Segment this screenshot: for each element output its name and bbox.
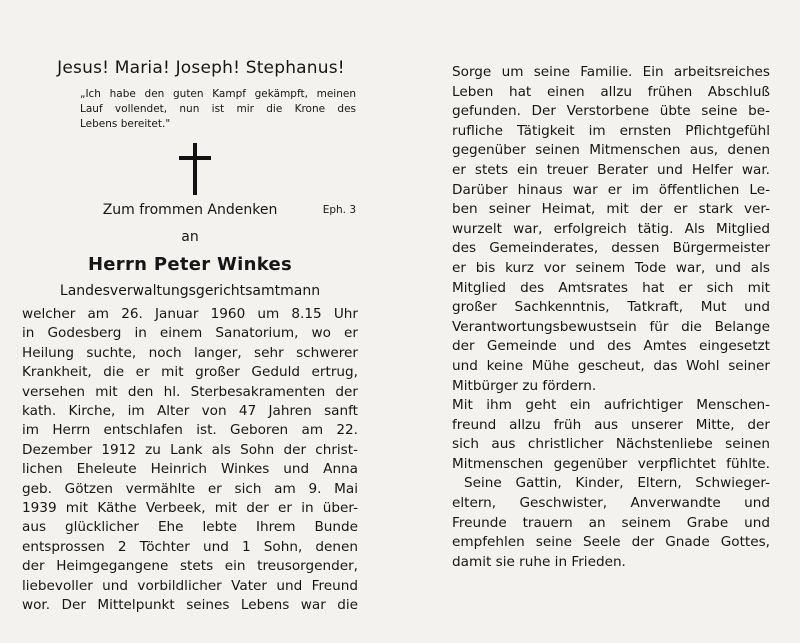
text-line: Heilung suchte, noch langer, sehr schwerer [22, 344, 358, 361]
in-memory-line: Zum frommen Andenken [102, 202, 278, 218]
right-body-text [452, 63, 770, 572]
text-line: Verantwortungsbewustsein für die Belange [452, 318, 770, 335]
text-line: rufliche Tätigkeit im ernsten Pflichtgefühl [452, 122, 770, 139]
text-line: entsprossen 2 Töchter und 1 Sohn, denen [22, 538, 358, 555]
text-line: empfehlen seine Seele der Gnade Gottes, [452, 534, 770, 551]
text-line: liebevoller und vorbildlicher Vater und Freund [22, 577, 358, 594]
quote-line: Lebens bereitet." [80, 118, 171, 130]
text-line: er stets ein treuer Berater und Helfer war. [452, 161, 770, 178]
text-line: Mitglied des Amtsrates hat er sich mit [452, 279, 770, 296]
text-line: eltern, Geschwister, Anverwandte und [452, 495, 770, 512]
text-line: aus glücklicher Ehe lebte Ihrem Bunde [22, 519, 358, 536]
text-line: der Heimgegangene stets ein treusorgender, [22, 558, 358, 575]
text-line: er bis kurz vor seinem Tode war, und als [452, 259, 770, 276]
text-line: Mit ihm geht ein aufrichtiger Menschen- [452, 397, 770, 414]
quote-reference: Eph. 3 [322, 204, 356, 216]
text-line: geb. Götzen vermählte er sich am 9. Mai [22, 480, 358, 497]
quote-line: „Ich habe den guten Kampf gekämpft, meinen [80, 88, 356, 100]
text-line: im Herrn entschlafen ist. Geboren am 22. [22, 422, 358, 439]
text-line: welcher am 26. Januar 1960 um 8.15 Uhr [22, 306, 358, 322]
latin-cross-icon [179, 143, 211, 195]
text-line: damit sie ruhe in Frieden. [452, 553, 626, 570]
text-line: wor. Der Mittelpunkt seines Lebens war die [22, 597, 358, 614]
text-line: Sorge um seine Familie. Ein arbeitsreiches [452, 64, 770, 80]
in-memory-an: an [181, 229, 199, 245]
text-line: gegenüber seinen Mitmenschen aus, denen [452, 142, 770, 159]
text-line: kath. Kirche, im Alter von 47 Jahren sanft [22, 403, 358, 420]
quote-line: Lauf vollendet, nun ist mir die Krone des [80, 103, 356, 115]
left-body-text [22, 305, 358, 616]
deceased-name: Herrn Peter Winkes [87, 254, 293, 275]
text-line: gefunden. Der Verstorbene übte seine be- [452, 103, 770, 120]
text-line: Mitmenschen gegenüber verpflichtet fühlte. [452, 455, 770, 472]
text-line: freund allzu früh aus unserer Mitte, der [452, 416, 770, 433]
text-line: ben seiner Heimat, mit der er stark ver- [452, 201, 770, 218]
text-line: des Gemeinderates, dessen Bürgermeister [452, 240, 770, 257]
text-line: Seine Gattin, Kinder, Eltern, Schwieger- [464, 475, 770, 492]
text-line: Darüber hinaus war er im öffentlichen Le- [452, 181, 770, 198]
text-line: wurzelt war, erfolgreich tätig. Als Mitglied [452, 220, 770, 237]
text-line: versehen mit den hl. Sterbesakramenten der [22, 383, 358, 400]
text-line: Leben hat einen allzu frühen Abschluß [452, 83, 770, 100]
text-line: lichen Eheleute Heinrich Winkes und Anna [22, 461, 358, 478]
text-line: Mitbürger zu fördern. [452, 377, 597, 394]
text-line: der Gemeinde und des Amtes eingesetzt [452, 338, 770, 355]
text-line: und keine Mühe gescheut, das Wohl seiner [452, 357, 770, 374]
text-line: sich aus christlicher Nächstenliebe seinen [452, 436, 770, 453]
invocation-heading: Jesus! Maria! Joseph! Stephanus! [57, 58, 345, 78]
deceased-title: Landesverwaltungsgerichtsamtmann [59, 283, 321, 299]
text-line: Krankheit, die er mit großer Geduld ertrug, [22, 364, 358, 381]
text-line: 1939 mit Käthe Verbeek, mit der er in über- [22, 500, 358, 517]
text-line: Freunde trauern an seinem Grabe und [452, 514, 770, 531]
text-line: großer Sachkenntnis, Tatkraft, Mut und [452, 299, 770, 316]
text-line: in Godesberg in einem Sanatorium, wo er [22, 325, 358, 342]
text-line: Dezember 1912 zu Lank als Sohn der christ- [22, 441, 358, 458]
